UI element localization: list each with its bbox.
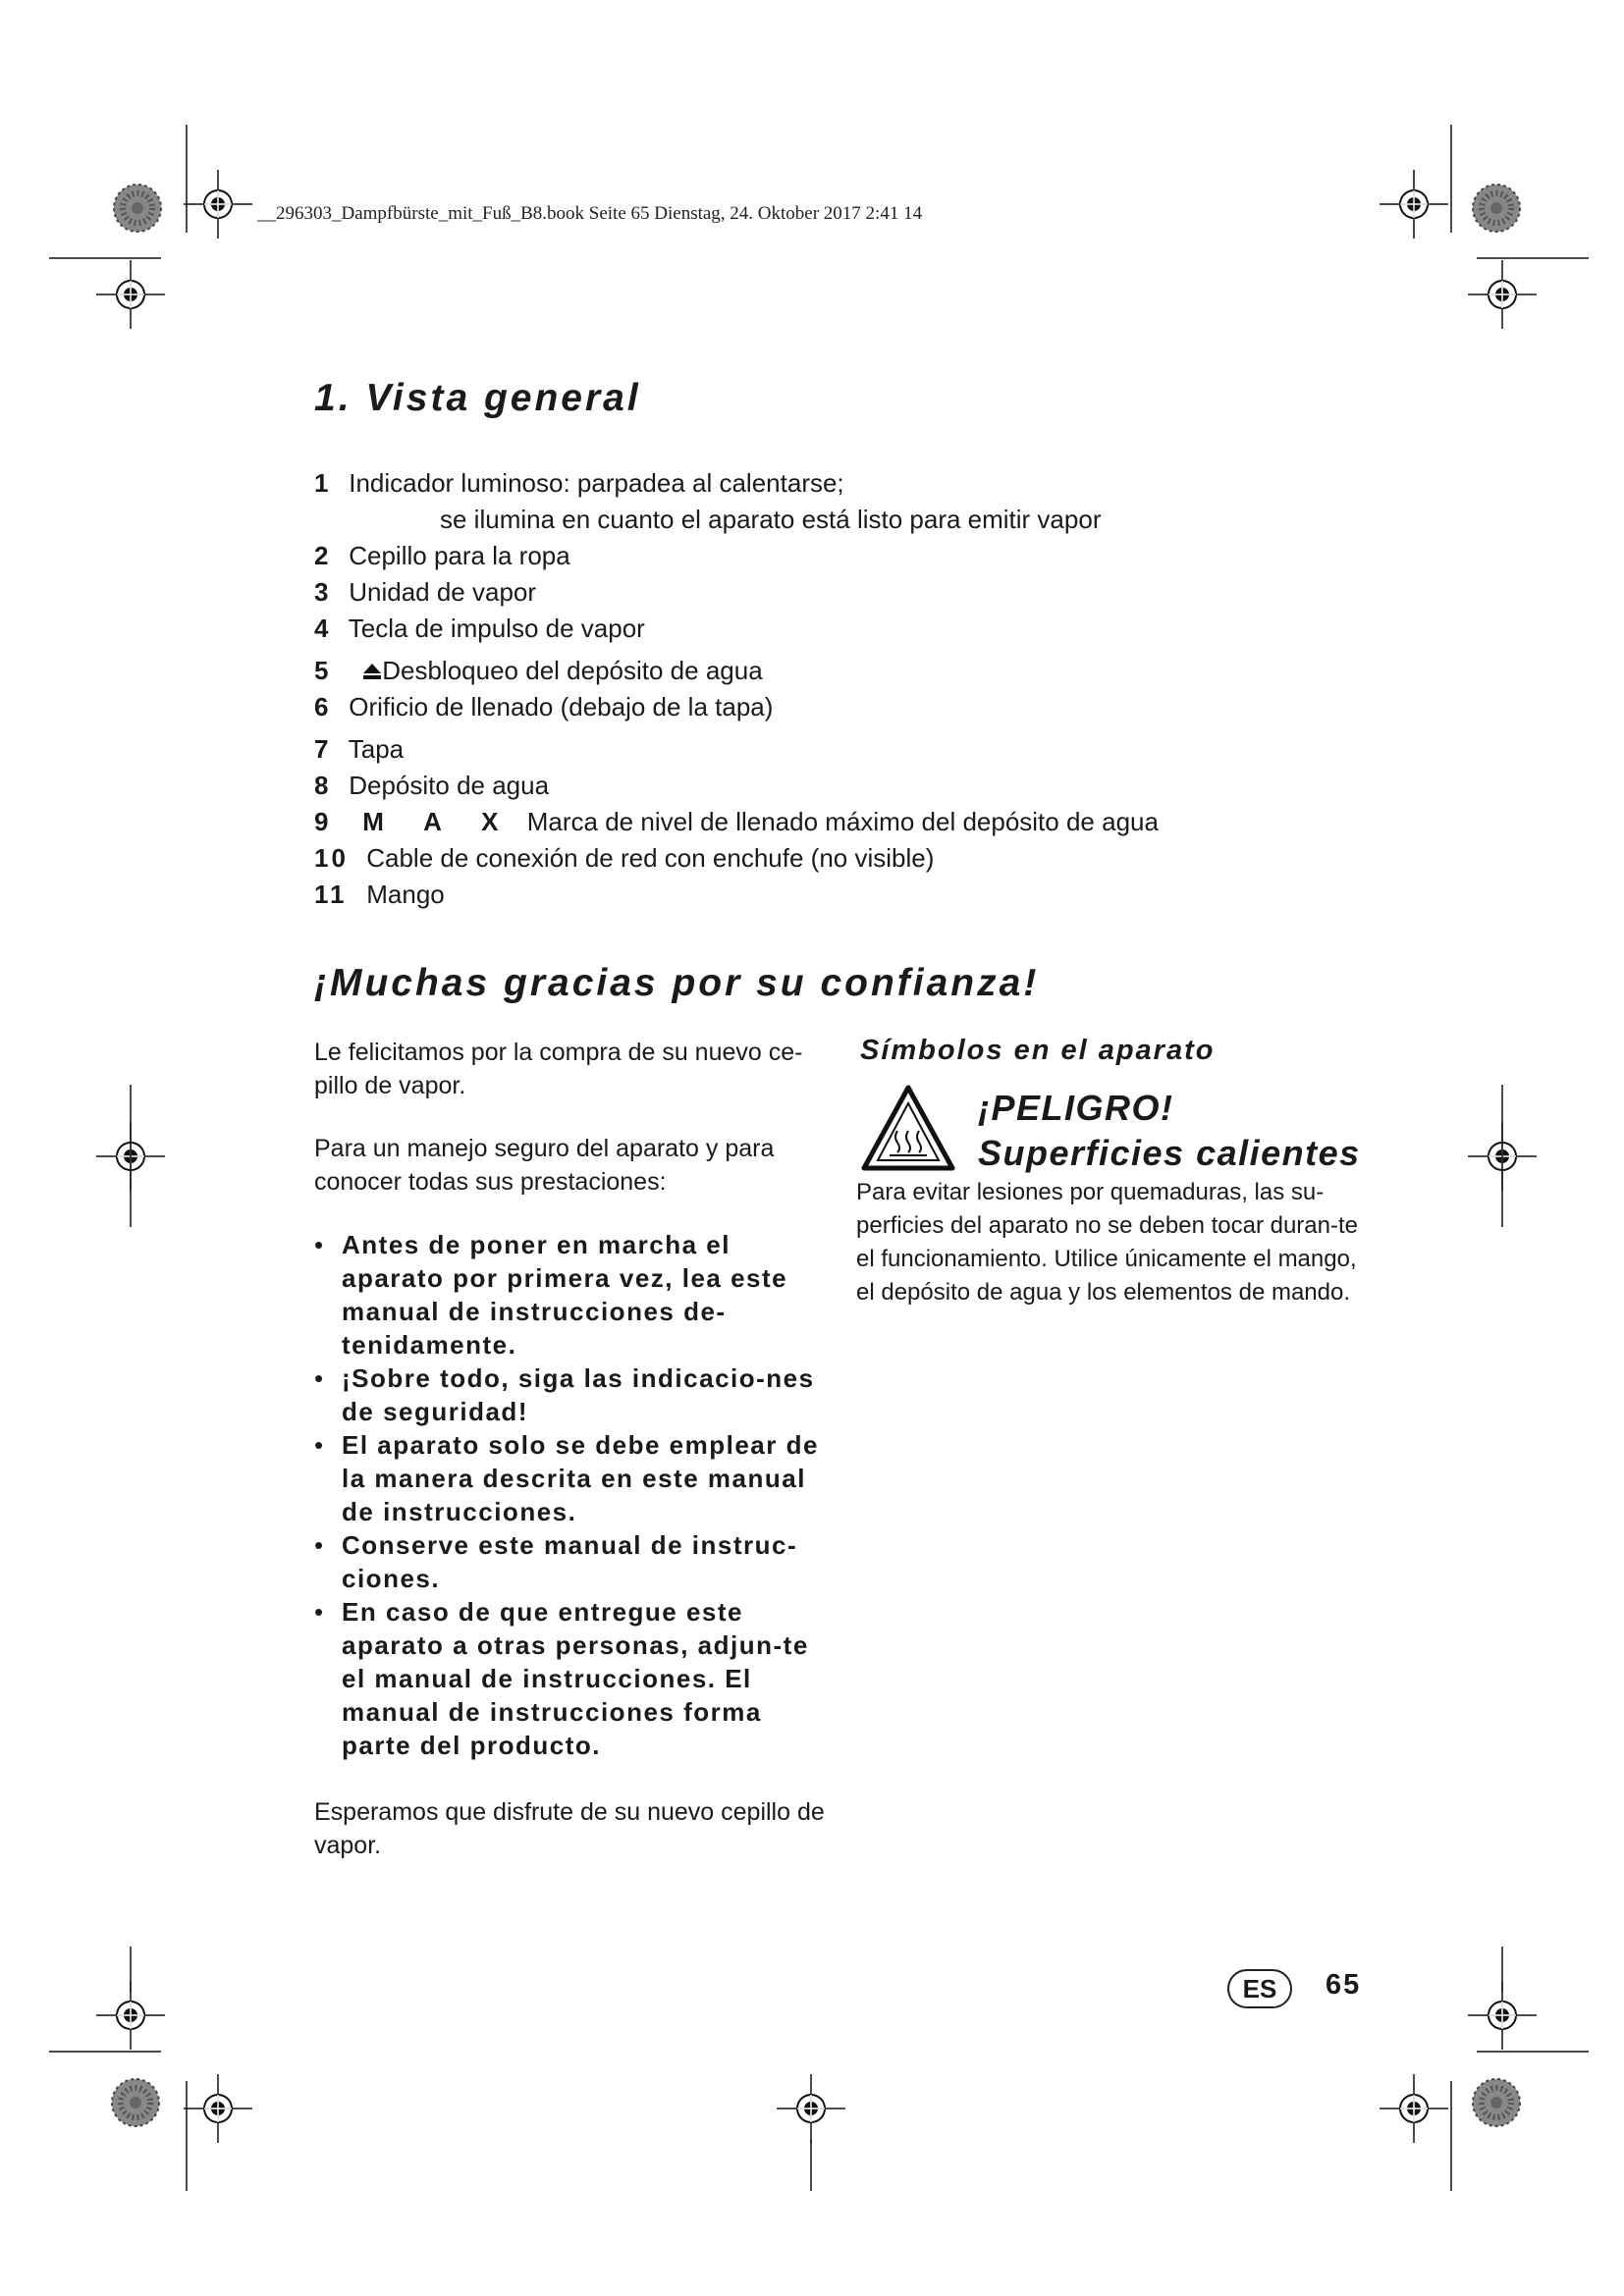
- list-item: 4 Tecla de impulso de vapor: [314, 614, 645, 643]
- color-wheel-mark: [1473, 185, 1520, 232]
- eject-icon: [362, 663, 382, 680]
- color-wheel-mark: [1473, 2079, 1520, 2126]
- list-item: 2 Cepillo para la ropa: [314, 541, 570, 570]
- registration-mark: [96, 260, 165, 329]
- overview-list: [314, 465, 1159, 913]
- danger-text: Para evitar lesiones por quemaduras, las su-perficies del aparato no se deben tocar duran-te el funcionamiento. Utilice únicamente el mango, el depósito de agua y los elementos de mando.: [856, 1179, 1358, 1306]
- list-item: • El aparato solo se debe emplear de la manera descrita en este manual de instrucciones.: [314, 1430, 819, 1526]
- registration-mark: [1468, 260, 1537, 329]
- danger-title-line2: Superficies calientes: [978, 1133, 1361, 1173]
- list-item: 6 Orificio de llenado (debajo de la tapa): [314, 692, 774, 721]
- max-marking: M A X: [362, 807, 507, 836]
- thanks-heading: ¡Muchas gracias por su confianza!: [314, 962, 1040, 1004]
- registration-mark: [184, 2074, 252, 2143]
- hot-surface-warning-icon: [860, 1084, 956, 1172]
- list-item: 9 M A X Marca de nivel de llenado máximo del depósito de agua: [314, 807, 1159, 836]
- closing-paragraph: Esperamos que disfrute de su nuevo cepillo de vapor.: [314, 1798, 825, 1859]
- list-item: 5 Desbloqueo del depósito de agua: [314, 656, 763, 685]
- danger-title-line1: ¡PELIGRO!: [978, 1088, 1174, 1128]
- left-column: [314, 1036, 825, 1862]
- symbols-heading: Símbolos en el aparato: [860, 1035, 1216, 1066]
- list-item: 8 Depósito de agua: [314, 771, 550, 800]
- intro-paragraph: Le felicitamos por la compra de su nuevo ce-pillo de vapor.: [314, 1039, 803, 1099]
- print-header: __296303_Dampfbürste_mit_Fuß_B8.book Seite 65 Dienstag, 24. Oktober 2017 2:41 14: [257, 203, 923, 224]
- list-item: 7 Tapa: [314, 734, 405, 764]
- list-item-continuation: se ilumina en cuanto el aparato está listo para emitir vapor: [440, 505, 1102, 534]
- lead-paragraph: Para un manejo seguro del aparato y para conocer todas sus prestaciones:: [314, 1135, 775, 1196]
- list-item: 10 Cable de conexión de red con enchufe (no visible): [314, 843, 935, 873]
- page-number: 65: [1326, 1969, 1362, 2001]
- list-item: 3 Unidad de vapor: [314, 577, 537, 607]
- list-item: • Antes de poner en marcha el aparato por primera vez, lea este manual de instrucciones de-tenidamente.: [314, 1230, 788, 1360]
- list-item: • ¡Sobre todo, siga las indicacio-nes de seguridad!: [314, 1363, 815, 1426]
- registration-mark: [777, 2074, 845, 2143]
- list-item: • En caso de que entregue este aparato a otras personas, adjun-te el manual de instrucciones. El manual de instrucciones forma parte del producto.: [314, 1597, 809, 1760]
- list-item: • Conserve este manual de instruc-ciones.: [314, 1530, 798, 1593]
- registration-mark: [1380, 170, 1448, 239]
- registration-mark: [184, 170, 252, 239]
- color-wheel-mark: [114, 185, 161, 232]
- color-wheel-mark: [112, 2079, 159, 2126]
- language-badge: ES: [1227, 1969, 1292, 2008]
- safety-bullet-list: [314, 1228, 825, 1762]
- list-item: 11 Mango: [314, 880, 445, 909]
- registration-mark: [1380, 2074, 1448, 2143]
- overview-heading: 1. Vista general: [314, 377, 641, 419]
- list-item: 1 Indicador luminoso: parpadea al calentarse;: [314, 468, 844, 498]
